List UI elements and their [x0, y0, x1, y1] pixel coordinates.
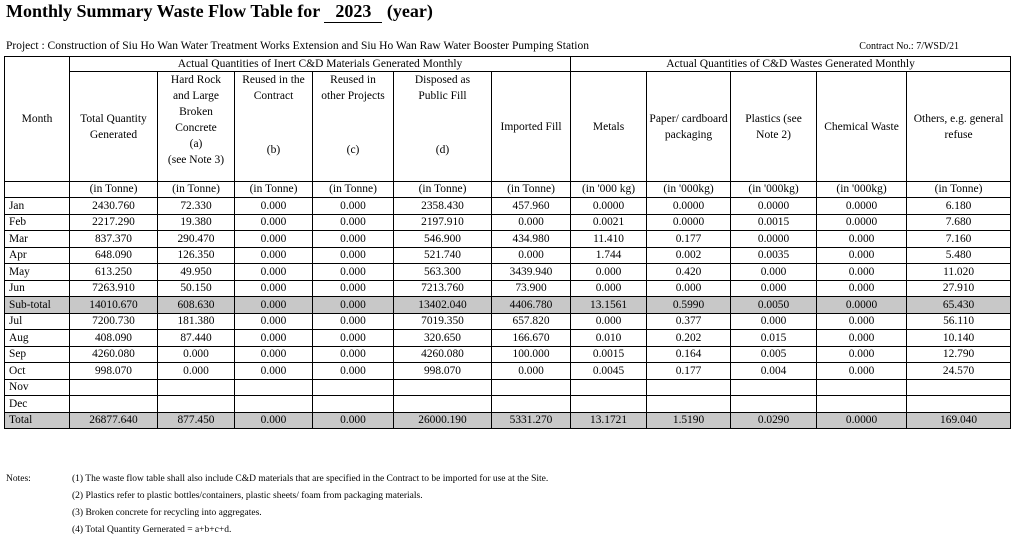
table-cell: 7.680 — [907, 214, 1011, 231]
table-cell — [492, 379, 571, 396]
table-cell: 6.180 — [907, 198, 1011, 215]
table-cell: 73.900 — [492, 280, 571, 297]
table-cell — [817, 396, 907, 413]
note-item: (4) Total Quantity Gernerated = a+b+c+d. — [72, 525, 232, 535]
table-cell: 0.177 — [647, 363, 731, 380]
table-cell: 0.000 — [817, 231, 907, 248]
table-cell: 0.000 — [235, 264, 313, 281]
table-cell: 0.004 — [731, 363, 817, 380]
table-cell: 100.000 — [492, 346, 571, 363]
header-plastics: Plastics (see Note 2) — [731, 72, 817, 182]
table-cell: 0.000 — [313, 412, 394, 429]
table-cell: 169.040 — [907, 412, 1011, 429]
table-cell: 126.350 — [158, 247, 235, 264]
month-cell: Nov — [5, 379, 70, 396]
table-cell: 26877.640 — [70, 412, 158, 429]
table-cell: 0.000 — [235, 313, 313, 330]
unit-cell: (in Tonne) — [158, 182, 235, 198]
table-cell: 13.1721 — [571, 412, 647, 429]
header-hard-rock: Hard Rock and Large Broken Concrete (a) (see Note 3) — [158, 72, 235, 182]
header-month: Month — [5, 57, 70, 182]
table-cell: 7263.910 — [70, 280, 158, 297]
table-row — [5, 214, 1011, 231]
table-row — [5, 330, 1011, 347]
unit-cell: (in '000kg) — [731, 182, 817, 198]
table-cell — [571, 379, 647, 396]
table-cell: 0.0290 — [731, 412, 817, 429]
table-cell: 2430.760 — [70, 198, 158, 215]
table-cell — [907, 379, 1011, 396]
title-suffix: (year) — [386, 1, 433, 21]
table-row — [5, 346, 1011, 363]
header-paper: Paper/ cardboard packaging — [647, 72, 731, 182]
unit-cell: (in '000kg) — [817, 182, 907, 198]
table-cell: 0.000 — [817, 346, 907, 363]
table-cell: 0.000 — [313, 280, 394, 297]
table-cell: 0.000 — [235, 214, 313, 231]
table-cell: 1.744 — [571, 247, 647, 264]
table-cell: 0.0000 — [647, 198, 731, 215]
table-cell: 0.0021 — [571, 214, 647, 231]
table-cell: 0.000 — [313, 264, 394, 281]
table-cell: 608.630 — [158, 297, 235, 314]
table-cell: 4260.080 — [70, 346, 158, 363]
table-cell: 0.000 — [235, 280, 313, 297]
table-cell: 1.5190 — [647, 412, 731, 429]
table-cell: 0.000 — [235, 231, 313, 248]
table-cell: 2358.430 — [394, 198, 492, 215]
month-cell: Jul — [5, 313, 70, 330]
table-cell — [313, 379, 394, 396]
header-disposed-public-fill: Disposed as Public Fill (d) — [394, 72, 492, 182]
table-cell: 0.005 — [731, 346, 817, 363]
month-cell: Oct — [5, 363, 70, 380]
table-cell: 0.000 — [817, 264, 907, 281]
table-cell: 0.0015 — [571, 346, 647, 363]
table-cell — [394, 396, 492, 413]
header-reused-contract: Reused in the Contract (b) — [235, 72, 313, 182]
table-row — [5, 396, 1011, 413]
table-cell: 0.000 — [235, 247, 313, 264]
table-cell: 26000.190 — [394, 412, 492, 429]
project-name: Project : Construction of Siu Ho Wan Water Treatment Works Extension and Siu Ho Wan Raw Water Booster Pumping Station — [6, 40, 590, 52]
table-row — [5, 363, 1011, 380]
table-cell: 72.330 — [158, 198, 235, 215]
notes-label: Notes: — [6, 474, 31, 484]
table-cell: 5331.270 — [492, 412, 571, 429]
table-cell: 0.000 — [731, 313, 817, 330]
table-cell: 5.480 — [907, 247, 1011, 264]
table-row — [5, 280, 1011, 297]
table-cell: 0.000 — [571, 280, 647, 297]
table-cell: 0.000 — [313, 231, 394, 248]
header-others: Others, e.g. general refuse — [907, 72, 1011, 182]
header-metals: Metals — [571, 72, 647, 182]
table-cell — [647, 379, 731, 396]
unit-cell: (in Tonne) — [907, 182, 1011, 198]
table-row-summary — [5, 297, 1011, 314]
table-cell: 13402.040 — [394, 297, 492, 314]
table-cell: 0.0000 — [817, 297, 907, 314]
table-cell: 0.000 — [313, 214, 394, 231]
table-cell: 0.000 — [313, 247, 394, 264]
month-cell: Sep — [5, 346, 70, 363]
table-cell — [571, 396, 647, 413]
table-cell: 0.000 — [313, 313, 394, 330]
unit-cell — [5, 182, 70, 198]
header-inert-group: Actual Quantities of Inert C&D Materials Generated Monthly — [70, 57, 571, 72]
table-cell: 50.150 — [158, 280, 235, 297]
table-cell: 7019.350 — [394, 313, 492, 330]
table-cell: 0.000 — [731, 264, 817, 281]
unit-cell: (in Tonne) — [70, 182, 158, 198]
table-cell: 0.5990 — [647, 297, 731, 314]
table-cell: 0.000 — [235, 330, 313, 347]
month-cell: Mar — [5, 231, 70, 248]
contract-number: Contract No.: 7/WSD/21 — [859, 41, 959, 52]
table-cell: 0.0035 — [731, 247, 817, 264]
table-cell: 0.000 — [313, 330, 394, 347]
table-row — [5, 247, 1011, 264]
table-cell: 2197.910 — [394, 214, 492, 231]
table-cell: 546.900 — [394, 231, 492, 248]
note-item: (1) The waste flow table shall also include C&D materials that are specified in the Contract to be imported for use at the Site. — [72, 474, 549, 484]
table-cell: 408.090 — [70, 330, 158, 347]
table-cell: 320.650 — [394, 330, 492, 347]
table-cell: 10.140 — [907, 330, 1011, 347]
month-cell: Dec — [5, 396, 70, 413]
table-cell: 0.0000 — [817, 214, 907, 231]
table-cell: 0.0000 — [731, 231, 817, 248]
table-cell: 49.950 — [158, 264, 235, 281]
table-cell: 0.000 — [571, 313, 647, 330]
table-cell — [235, 379, 313, 396]
header-reused-other: Reused in other Projects (c) — [313, 72, 394, 182]
table-cell: 7.160 — [907, 231, 1011, 248]
table-cell: 3439.940 — [492, 264, 571, 281]
month-cell: Total — [5, 412, 70, 429]
table-cell: 0.0000 — [817, 198, 907, 215]
note-item: (2) Plastics refer to plastic bottles/containers, plastic sheets/ foam from packaging materials. — [72, 491, 423, 501]
table-cell: 998.070 — [394, 363, 492, 380]
month-cell: Aug — [5, 330, 70, 347]
table-cell: 0.000 — [313, 297, 394, 314]
table-cell: 0.000 — [817, 280, 907, 297]
table-cell: 0.015 — [731, 330, 817, 347]
title-year: 2023 — [324, 1, 382, 23]
table-row — [5, 313, 1011, 330]
table-cell: 181.380 — [158, 313, 235, 330]
table-cell: 0.202 — [647, 330, 731, 347]
table-cell: 648.090 — [70, 247, 158, 264]
table-cell: 0.0000 — [647, 214, 731, 231]
month-cell: Jun — [5, 280, 70, 297]
month-cell: May — [5, 264, 70, 281]
table-cell: 24.570 — [907, 363, 1011, 380]
month-cell: Jan — [5, 198, 70, 215]
unit-cell: (in Tonne) — [394, 182, 492, 198]
table-cell: 0.0000 — [571, 198, 647, 215]
table-cell — [158, 396, 235, 413]
table-cell: 998.070 — [70, 363, 158, 380]
table-cell: 0.000 — [817, 363, 907, 380]
table-cell — [731, 379, 817, 396]
table-cell: 0.002 — [647, 247, 731, 264]
page-title — [6, 1, 433, 23]
table-cell — [158, 379, 235, 396]
table-cell: 7200.730 — [70, 313, 158, 330]
units-row — [5, 182, 1011, 198]
table-cell: 2217.290 — [70, 214, 158, 231]
table-cell: 56.110 — [907, 313, 1011, 330]
table-cell — [907, 396, 1011, 413]
table-cell: 0.000 — [158, 363, 235, 380]
table-cell: 65.430 — [907, 297, 1011, 314]
table-cell: 877.450 — [158, 412, 235, 429]
table-cell: 0.0000 — [817, 412, 907, 429]
unit-cell: (in '000 kg) — [571, 182, 647, 198]
table-cell: 0.177 — [647, 231, 731, 248]
header-chemical-waste: Chemical Waste — [817, 72, 907, 182]
header-cd-group: Actual Quantities of C&D Wastes Generated Monthly — [571, 57, 1011, 72]
table-cell: 19.380 — [158, 214, 235, 231]
table-cell: 4406.780 — [492, 297, 571, 314]
table-cell — [70, 379, 158, 396]
month-cell: Sub-total — [5, 297, 70, 314]
table-cell: 14010.670 — [70, 297, 158, 314]
table-cell: 613.250 — [70, 264, 158, 281]
table-row — [5, 264, 1011, 281]
table-cell: 290.470 — [158, 231, 235, 248]
table-cell: 0.000 — [235, 412, 313, 429]
table-cell: 0.000 — [235, 346, 313, 363]
table-cell: 0.377 — [647, 313, 731, 330]
table-cell — [394, 379, 492, 396]
header-total-quantity: Total Quantity Generated — [70, 72, 158, 182]
month-cell: Feb — [5, 214, 70, 231]
table-cell: 0.000 — [158, 346, 235, 363]
table-cell: 13.1561 — [571, 297, 647, 314]
table-cell: 166.670 — [492, 330, 571, 347]
table-cell: 0.000 — [492, 363, 571, 380]
table-cell: 0.010 — [571, 330, 647, 347]
table-cell: 7213.760 — [394, 280, 492, 297]
table-cell: 0.000 — [235, 363, 313, 380]
table-row — [5, 231, 1011, 248]
title-prefix: Monthly Summary Waste Flow Table for — [6, 1, 320, 21]
table-cell: 457.960 — [492, 198, 571, 215]
table-cell: 0.000 — [313, 346, 394, 363]
unit-cell: (in Tonne) — [235, 182, 313, 198]
table-cell — [313, 396, 394, 413]
table-row-summary — [5, 412, 1011, 429]
note-item: (3) Broken concrete for recycling into aggregates. — [72, 508, 262, 518]
table-cell — [492, 396, 571, 413]
table-cell: 0.0045 — [571, 363, 647, 380]
table-cell: 0.000 — [492, 247, 571, 264]
table-body — [5, 198, 1011, 429]
table-cell: 27.910 — [907, 280, 1011, 297]
table-cell: 0.000 — [817, 313, 907, 330]
table-cell: 12.790 — [907, 346, 1011, 363]
table-cell: 4260.080 — [394, 346, 492, 363]
table-cell: 563.300 — [394, 264, 492, 281]
table-cell: 0.164 — [647, 346, 731, 363]
table-cell: 0.000 — [817, 247, 907, 264]
table-cell: 0.000 — [313, 363, 394, 380]
table-cell: 0.000 — [817, 330, 907, 347]
table-row — [5, 379, 1011, 396]
table-cell: 0.000 — [492, 214, 571, 231]
table-cell: 434.980 — [492, 231, 571, 248]
table-cell: 0.000 — [235, 297, 313, 314]
table-cell — [70, 396, 158, 413]
table-cell: 0.0000 — [731, 198, 817, 215]
table-cell: 0.000 — [647, 280, 731, 297]
table-cell — [647, 396, 731, 413]
table-cell: 11.020 — [907, 264, 1011, 281]
table-cell: 521.740 — [394, 247, 492, 264]
table-cell: 837.370 — [70, 231, 158, 248]
waste-flow-table — [4, 56, 1011, 429]
table-cell: 0.000 — [731, 280, 817, 297]
table-cell: 0.000 — [235, 198, 313, 215]
table-row — [5, 198, 1011, 215]
table-cell — [235, 396, 313, 413]
table-cell: 11.410 — [571, 231, 647, 248]
header-imported-fill: Imported Fill — [492, 72, 571, 182]
table-cell: 0.0015 — [731, 214, 817, 231]
table-cell: 657.820 — [492, 313, 571, 330]
table-cell: 0.000 — [313, 198, 394, 215]
month-cell: Apr — [5, 247, 70, 264]
unit-cell: (in Tonne) — [492, 182, 571, 198]
table-cell: 0.420 — [647, 264, 731, 281]
table-cell: 0.000 — [571, 264, 647, 281]
unit-cell: (in Tonne) — [313, 182, 394, 198]
table-cell — [817, 379, 907, 396]
table-cell: 0.0050 — [731, 297, 817, 314]
table-cell — [731, 396, 817, 413]
table-cell: 87.440 — [158, 330, 235, 347]
unit-cell: (in '000kg) — [647, 182, 731, 198]
